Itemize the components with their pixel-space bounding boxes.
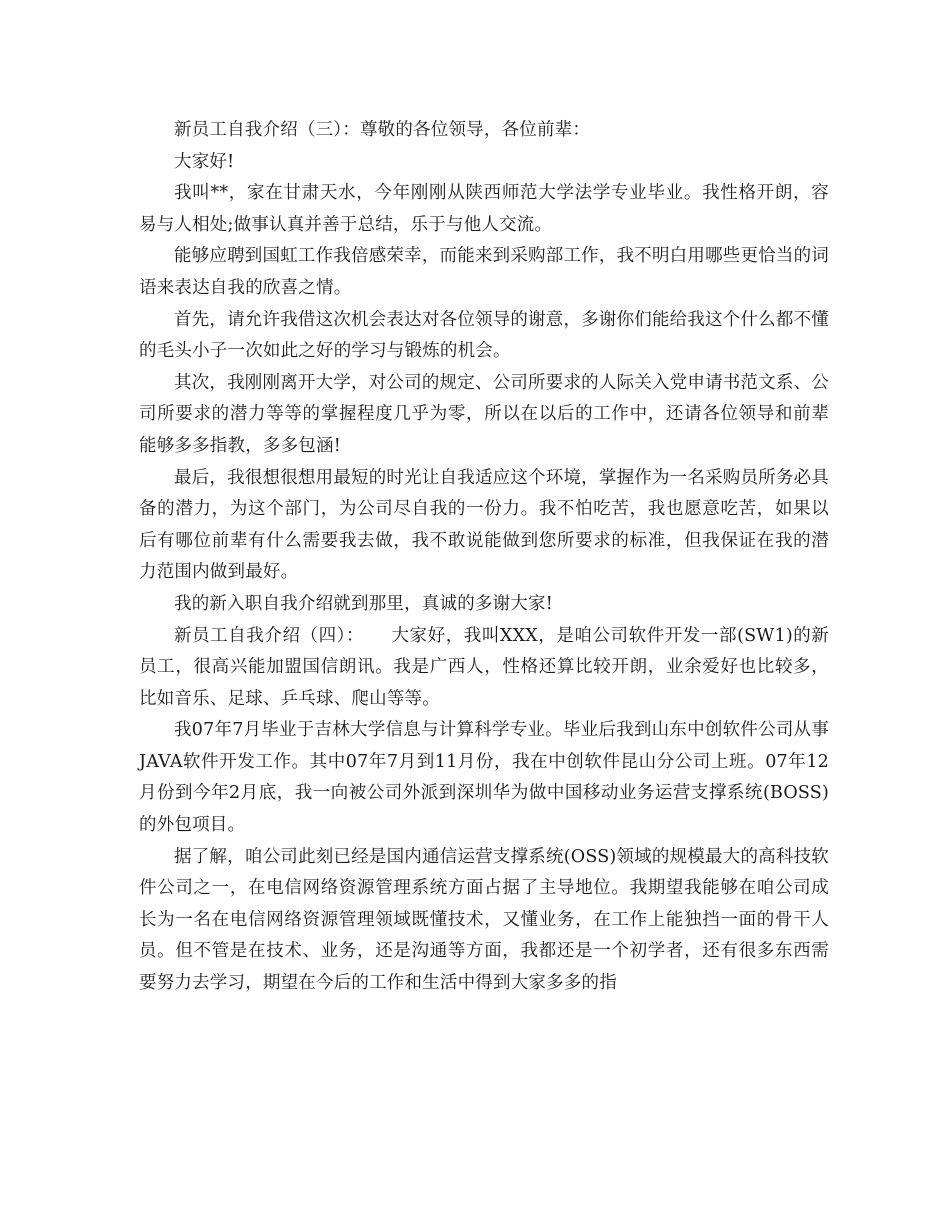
document-body xyxy=(139,115,829,1000)
paragraph-9: 新员工自我介绍（四）： 大家好，我叫XXX，是咱公司软件开发一部(SW1)的新员工，很高兴能加盟国信朗讯。我是广西人，性格还算比较开朗，业余爱好也比较多，比如音乐、足球、乒乓球、爬山等等。 xyxy=(139,625,829,709)
paragraph-2: 大家好! xyxy=(174,151,235,172)
paragraph-8: 我的新入职自我介绍就到那里，真诚的多谢大家! xyxy=(174,593,553,614)
paragraph-6: 其次，我刚刚离开大学，对公司的规定、公司所要求的人际关入党申请书范文系、公司所要求的潜力等等的掌握程度几乎为零，所以在以后的工作中，还请各位领导和前辈能够多多指教，多多包涵! xyxy=(139,372,829,456)
paragraph-3: 我叫**，家在甘肃天水，今年刚刚从陕西师范大学法学专业毕业。我性格开朗，容易与人相处;做事认真并善于总结，乐于与他人交流。 xyxy=(139,183,829,235)
paragraph-10: 我07年7月毕业于吉林大学信息与计算科学专业。毕业后我到山东中创软件公司从事JAVA软件开发工作。其中07年7月到11月份，我在中创软件昆山分公司上班。07年12月份到今年2月底，我一向被公司外派到深圳华为做中国移动业务运营支撑系统(BOSS)的外包项目。 xyxy=(139,720,829,836)
paragraph-7: 最后，我很想很想用最短的时光让自我适应这个环境，掌握作为一名采购员所务必具备的潜力，为这个部门，为公司尽自我的一份力。我不怕吃苦，我也愿意吃苦，如果以后有哪位前辈有什么需要我去做，我不敢说能做到您所要求的标准，但我保证在我的潜力范围内做到最好。 xyxy=(139,467,829,583)
paragraph-5: 首先，请允许我借这次机会表达对各位领导的谢意，多谢你们能给我这个什么都不懂的毛头小子一次如此之好的学习与锻炼的机会。 xyxy=(139,309,829,362)
paragraph-11: 据了解，咱公司此刻已经是国内通信运营支撑系统(OSS)领域的规模最大的高科技软件公司之一，在电信网络资源管理系统方面占据了主导地位。我期望我能够在咱公司成长为一名在电信网络资源管理领域既懂技术，又懂业务，在工作上能独挡一面的骨干人员。但不管是在技术、业务，还是沟通等方面，我都还是一个初学者，还有很多东西需要努力去学习，期望在今后的工作和生活中得到大家多多的指 xyxy=(139,846,829,994)
paragraph-1: 新员工自我介绍（三）：尊敬的各位领导，各位前辈： xyxy=(174,120,591,140)
paragraph-4: 能够应聘到国虹工作我倍感荣幸，而能来到采购部工作，我不明白用哪些更恰当的词语来表达自我的欣喜之情。 xyxy=(139,246,829,298)
